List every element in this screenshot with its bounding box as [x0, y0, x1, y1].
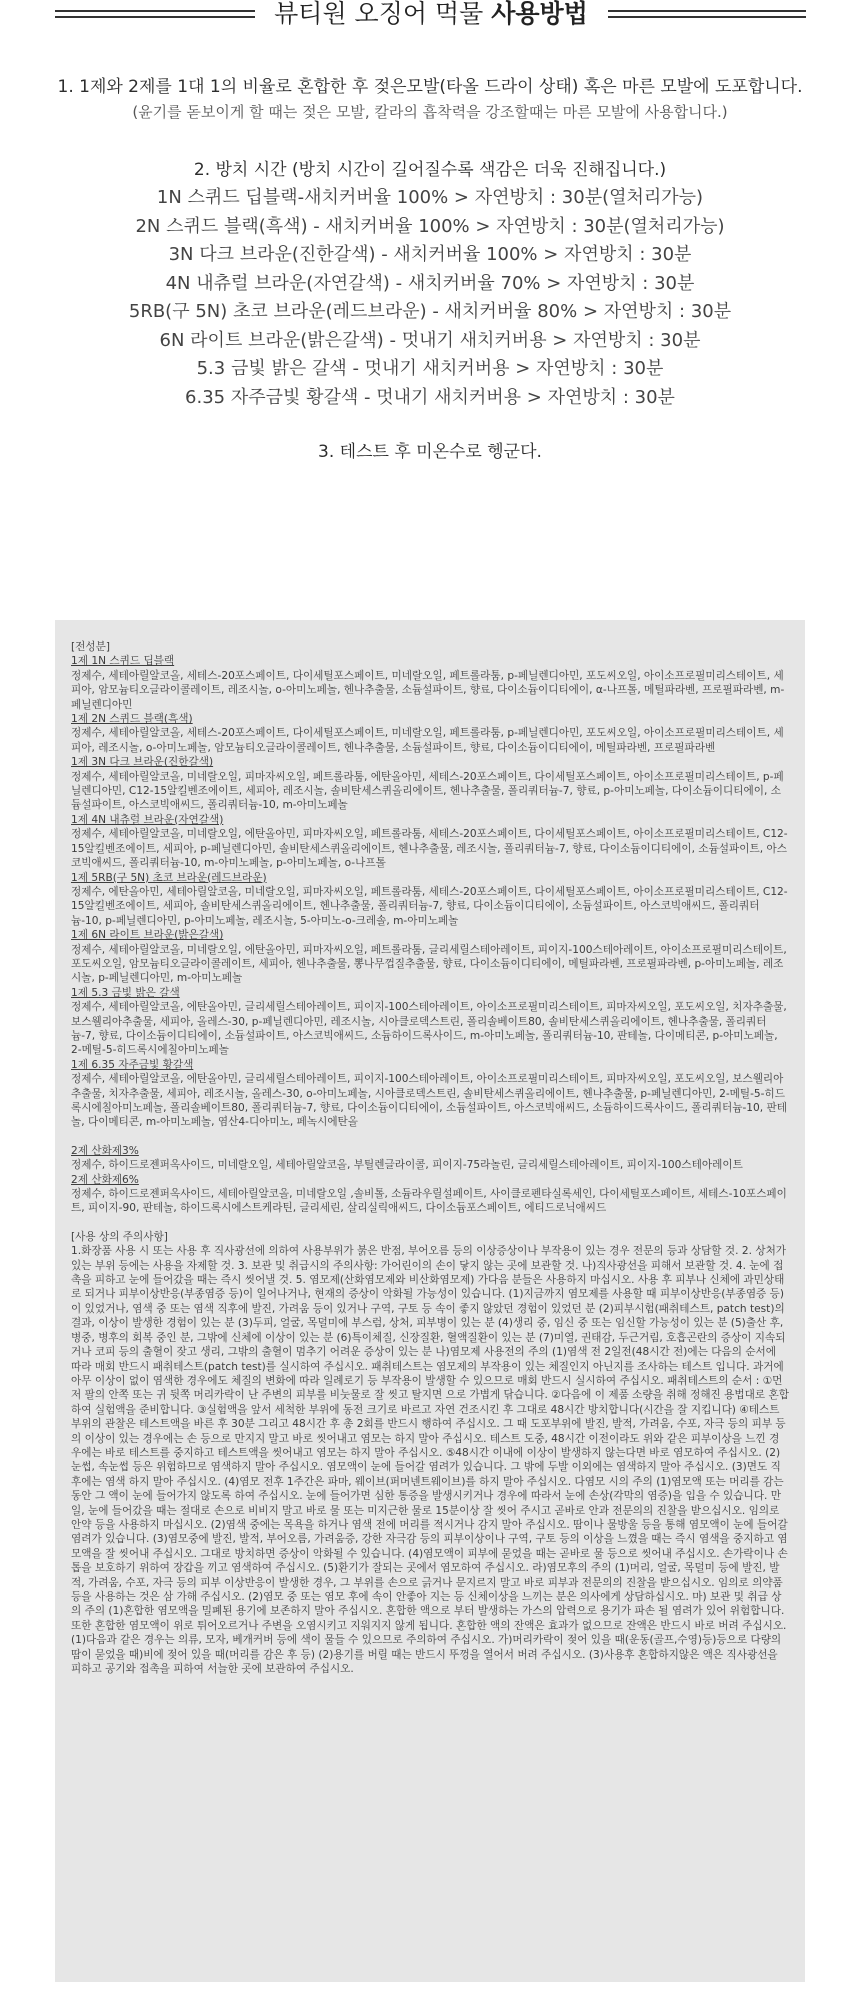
title-divider-right	[608, 10, 806, 18]
page-title	[265, 0, 597, 30]
title-row	[0, 0, 860, 34]
step1-section	[0, 74, 860, 124]
ingredient-list: 정제수, 세테아릴알코올, 미네랄오일, 피마자씨오일, 페트롤라툼, 에탄올아민, 세테스-20포스페이트, 다이세틸포스페이트, 아이소프로필미리스테이트, p-페닐렌디아민, C12-15알킬벤조에이트, 세피아, 레조시놀, 솔비탄세스퀴올리에이트, 헨나추출물, 폴리쿼터늄-7, 향료, p-아미노페놀, 다이소듐이디티에이, 소듐설파이트, 아스코빅애씨드, 폴리쿼터늄-10, m-아미노페놀	[71, 770, 784, 812]
processing-time-item: 2N 스퀴드 블랙(흑색) - 새치커버율 100% > 자연방치 : 30분(열처리가능)	[135, 215, 725, 237]
section-gap	[71, 1130, 789, 1144]
ingredient-list: 정제수, 세테아릴알코올, 에탄올아민, 글리세릴스테아레이트, 피이지-100스테아레이트, 아이소프로필미리스테이트, 피마자씨오일, 포도씨오일, 보스웰리아추출물, 치자추출물, 세피아, 레조시놀, 올레스-30, o-아미노페놀, 시아클로덱스트린, 솔비탄세스퀴올리에이트, 헨나추출물, p-페닐렌디아민, 2-메틸-5-히드록시에칠아미노페놀, 폴리솔베이트80, 폴리쿼터늄-7, 향료, 다이소듐이디티에이, 소듐설파이트, 아스코빅애씨드, 소듐하이드록사이드, 폴리쿼터늄-10, 판테놀, 다이메티콘, m-아미노페놀, 염산4-디아미노, 페녹시에탄올	[71, 1073, 787, 1129]
cautions-label: [사용 상의 주의사항]	[71, 1230, 168, 1243]
step1-main: 1. 1제와 2제를 1대 1의 비율로 혼합한 후 젖은모발(타올 드라이 상태) 혹은 마른 모발에 도포합니다.	[57, 77, 803, 97]
page-title-strong: 사용방법	[491, 0, 588, 28]
ingredient-list: 정제수, 세테아릴알코올, 미네랄오일, 에탄올아민, 피마자씨오일, 페트롤라툼, 세테스-20포스페이트, 다이세틸포스페이트, 아이소프로필미리스테이트, C12-15알킬벤조에이트, 세피아, p-페닐렌디아민, 솔비탄세스퀴올리에이트, 헨나추출물, 레조시놀, 폴리쿼터늄-7, 향료, 다이소듐이디티에이, 소듐설파이트, 아스코빅애씨드, 폴리쿼터늄-10, m-아미노페놀, p-아미노페놀, o-나프톨	[71, 828, 788, 870]
ingredient-product-name: 1제 6.35 자주금빛 황갈색	[71, 1058, 194, 1071]
developer-product-name: 2제 산화제3%	[71, 1144, 139, 1157]
ingredient-product-name: 1제 6N 라이트 브라운(밝은갈색)	[71, 929, 224, 942]
processing-time-item: 1N 스퀴드 딥블랙-새치커버율 100% > 자연방치 : 30분(열처리가능)	[156, 187, 704, 208]
ingredient-product-name: 1제 5RB(구 5N) 초코 브라운(레드브라운)	[71, 871, 267, 884]
title-divider-left	[55, 10, 255, 18]
ingredient-list: 정제수, 세테아릴알코올, 세테스-20포스페이트, 다이세틸포스페이트, 미네랄오일, 페트롤라툼, p-페닐렌디아민, 포도씨오일, 아이소프로필미리스테이트, 세피아, 레조시놀, o-아미노페놀, 암모늄티오글라이콜레이트, 헨나추출물, 소듐설파이트, 향료, 다이소듐이디티에이, 메틸파라벤, 프로필파라벤	[71, 727, 784, 754]
ingredient-list: 정제수, 세테아릴알코올, 세테스-20포스페이트, 다이세틸포스페이트, 미네랄오일, 페트롤라툼, p-페닐렌디아민, 포도씨오일, 아이소프로필미리스테이트, 세피아, 암모늄티오글라이콜레이트, 레조시놀, o-아미노페놀, 헨나추출물, 소듐설파이트, 향료, 다이소듐이디티에이, α-나프톨, 메틸파라벤, 프로필파라벤, m-페닐렌디아민	[71, 669, 785, 711]
ingredient-product-name: 1제 2N 스퀴드 블랙(흑색)	[71, 713, 193, 726]
processing-time-list	[0, 184, 860, 412]
ingredients-label: [전성분]	[71, 641, 110, 653]
ingredient-product-name: 1제 5.3 금빛 밝은 갈색	[71, 986, 180, 999]
ingredient-list: 정제수, 에탄올아민, 세테아릴알코올, 미네랄오일, 피마자씨오일, 페트롤라툼, 세테스-20포스페이트, 다이세틸포스페이트, 아이소프로필미리스테이트, C12-15알킬벤조에이트, 세피아, 솔비탄세스퀴올리에이트, 헨나추출물, 폴리쿼터늄-7, 향료, 다이소듐이디티에이, 소듐설파이트, 아스코빅애씨드, 폴리쿼터늄-10, p-페닐렌디아민, p-아미노페놀, 레조시놀, 5-아미노-o-크레솔, m-아미노페놀	[71, 885, 788, 927]
section-gap	[71, 1216, 789, 1230]
ingredient-product-name: 1제 4N 내츄럴 브라운(자연갈색)	[71, 813, 224, 826]
ingredient-list: 정제수, 세테아릴알코올, 미네랄오일, 에탄올아민, 피마자씨오일, 페트롤라툼, 글리세릴스테아레이트, 피이지-100스테아레이트, 아이소프로필미리스테이트, 포도씨오일, 암모늄티오글라이콜레이트, 세피아, 헨나추출물, 뽕나무껍질추출물, 향료, 다이소듐이디티에이, 메틸파라벤, 프로필파라벤, p-아미노페놀, 레조시놀, p-페닐렌디아민, m-아미노페놀	[71, 943, 787, 985]
step3-heading: 3. 테스트 후 미온수로 헹군다.	[318, 442, 542, 462]
ingredient-list: 정제수, 세테아릴알코올, 에탄올아민, 글리세릴스테아레이트, 피이지-100스테아레이트, 아이소프로필미리스테이트, 피마자씨오일, 포도씨오일, 치자추출물, 보스웰리아추출물, 세피아, 올레스-30, p-페닐렌디아민, 레조시놀, 시아클로덱스트린, 폴리솔베이트80, 솔비탄세스퀴올리에이트, 헨나추출물, 폴리쿼터늄-7, 향료, 다이소듐이디티에이, 소듐설파이트, 아스코빅애씨드, 소듐하이드록사이드, m-아미노페놀, 폴리쿼터늄-10, 판테놀, 다이메티콘, p-아미노페놀, 2-메틸-5-히드록시에칠아미노페놀	[71, 1001, 787, 1057]
step3-section	[0, 438, 860, 466]
processing-time-item: 6.35 자주금빛 황갈색 - 멋내기 새치커버용 > 자연방치 : 30분	[185, 386, 675, 408]
developer-ingredient-list: 정제수, 하이드로젠퍼옥사이드, 세테아릴알코올, 미네랄오일 ,솔비톨, 소듐라우릴설페이트, 사이클로펜타실록세인, 다이세틸포스페이트, 세테스-10포스페이트, 피이지-90, 판테놀, 하이드록시에스트케라틴, 글리세린, 살리실릭애씨드, 다이소듐포스페이트, 에티드로닉애씨드	[71, 1188, 787, 1215]
ingredient-product-name: 1제 3N 다크 브라운(진한갈색)	[71, 756, 214, 769]
developer-product-name: 2제 산화제6%	[71, 1173, 139, 1186]
processing-time-item: 5.3 금빛 밝은 갈색 - 멋내기 새치커버용 > 자연방치 : 30분	[196, 358, 664, 379]
page-title-prefix: 뷰티원 오징어 먹물	[274, 0, 484, 28]
processing-time-item: 6N 라이트 브라운(밝은갈색) - 멋내기 새치커버용 > 자연방치 : 30분	[159, 329, 701, 351]
processing-time-item: 5RB(구 5N) 초코 브라운(레드브라운) - 새치커버율 80% > 자연방치 : 30분	[128, 301, 732, 322]
ingredient-product-name: 1제 1N 스퀴드 딥블랙	[71, 655, 175, 668]
ingredients-panel	[55, 620, 805, 1982]
developer-ingredient-list: 정제수, 하이드로젠퍼옥사이드, 미네랄오일, 세테아릴알코올, 부틸렌글라이콜, 피이지-75라놀린, 글리세릴스테아레이트, 피이지-100스테아레이트	[71, 1159, 743, 1172]
step2-section	[0, 156, 860, 412]
step1-sub: (윤기를 돋보이게 할 때는 젖은 모발, 칼라의 흡착력을 강조할때는 마른 모발에 사용합니다.)	[132, 103, 728, 121]
step2-heading: 2. 방치 시간 (방치 시간이 길어질수록 색감은 더욱 진해집니다.)	[193, 160, 667, 180]
processing-time-item: 4N 내츄럴 브라운(자연갈색) - 새치커버율 70% > 자연방치 : 30분	[165, 272, 695, 294]
processing-time-item: 3N 다크 브라운(진한갈색) - 새치커버율 100% > 자연방치 : 30분	[168, 244, 692, 265]
cautions-text: 1.화장품 사용 시 또는 사용 후 직사광선에 의하여 사용부위가 붉은 반점, 부어오름 등의 이상증상이나 부작용이 있는 경우 전문의 등과 상담할 것. 2. 상처가 있는 부위 등에는 사용을 자제할 것. 3. 보관 및 취급시의 주의사항: 가어린이의 손이 닿지 않는 곳에 보관할 것. 나)직사광선을 피해서 보관할 것. 4. 눈에 접촉을 피하고 눈에 들어갔을 때는 즉시 씻어낼 것. 5. 염모제(산화염모제와 비산화염모제) 가다음 분들은 사용하지 마십시오. 사용 후 피부나 신체에 과민상태로 되거나 피부이상반응(부종염증 등)이 일어나거나, 현재의 증상이 악화될 가능성이 있습니다. (1)지금까지 염모제를 사용할 때 피부이상반응(부종염증 등)이 있었거나, 염색 중 또는 염색 직후에 발진, 가려움 등이 있거나 구역, 구토 등 속이 좋지 않았던 경험이 있었던 분 (2)피부시험(패취테스트, patch test)의 결과, 이상이 발생한 경험이 있는 분 (3)두피, 얼굴, 목덜미에 부스럼, 상처, 피부병이 있는 분 (4)생리 중, 임신 중 또는 임신할 가능성이 있는 분 (5)출산 후, 병중, 병후의 회복 중인 분, 그밖에 신체에 이상이 있는 분 (6)특이체질, 신장질환, 혈액질환이 있는 분 (7)미열, 권태감, 두근거림, 호흡곤란의 증상이 지속되거나 코피 등의 출혈이 잦고 생리, 그밖의 출혈이 멈추기 어려운 증상이 있는 분 나)염모제 사용전의 주의 (1)염색 전 2일전(48시간 전)에는 다음의 순서에 따라 매회 반드시 패취테스트(patch test)를 실시하여 주십시오. 패취테스트는 염모제의 부작용이 있는 체질인지 아닌지를 조사하는 테스트 입니다. 과거에 아무 이상이 없이 염색한 경우에도 체질의 변화에 따라 일례로기 등 부작용이 발생할 수 있으므로 매회 반드시 실시하여 주십시오. 패취테스트의 순서 : ①먼저 팔의 안쪽 또는 귀 뒷쪽 머리카락이 난 주변의 피부를 비눗물로 잘 씻고 탈지면 으로 가볍게 닦습니다. ②다음에 이 제품 소량을 취해 정해진 용법대로 혼합하여 실험액을 준비합니다. ③실험액을 앞서 세척한 부위에 동전 크기로 바르고 자연 건조시킨 후 그대로 48시간 방치합니다(시간을 잘 지킵니다) ④테스트 부위의 관찰은 테스트액을 바른 후 30분 그리고 48시간 후 총 2회를 반드시 행하여 주십시오. 그 때 도포부위에 발진, 발적, 가려움, 수포, 자극 등의 피부 등의 이상이 있는 경우에는 손 등으로 만지지 말고 바로 씻어내고 염모는 하지 말아 주십시오. 테스트 도중, 48시간 이전이라도 위와 같은 피부이상을 느낀 경우에는 바로 테스트를 중지하고 테스트액을 씻어내고 염모는 하지 말아 주십시오. ⑤48시간 이내에 이상이 발생하지 않는다면 바로 염모하여 주십시오. (2)눈썹, 속눈썹 등은 위험하므로 염색하지 말아 주십시오. 염모액이 눈에 들어갈 염려가 있습니다. 그 밖에 두발 이외에는 염색하지 말아 주십시오. (3)면도 직후에는 염색 하지 말아 주십시오. (4)염모 전후 1주간은 파마, 웨이브(퍼머넨트웨이브)를 하지 말아 주십시오. 다염모 시의 주의 (1)염모액 또는 머리를 감는 동안 그 액이 눈에 들어가지 않도록 하여 주십시오. 눈에 들어가면 심한 통증을 발생시키거나 경우에 따라서 눈에 손상(각막의 염증)을 입을 수 있습니다. 만일, 눈에 들어갔을 때는 절대로 손으로 비비지 말고 바로 물 또는 미지근한 물로 15분이상 잘 씻어 주시고 곧바로 안과 전문의의 진찰을 받으십시오. 임의로 안약 등을 사용하지 마십시오. (2)염색 중에는 목욕을 하거나 염색 전에 머리를 적시거나 감지 말아 주십시오. 땀이나 물방울 등을 통해 염모액이 눈에 들어갈 염려가 있습니다. (3)염모중에 발진, 발적, 부어오름, 가려움증, 강한 자극감 등의 피부이상이나 구역, 구토 등의 이상을 느꼈을 때는 즉시 염색을 중지하고 염 모액을 잘 씻어내 주십시오. 그대로 방치하면 증상이 악화될 수 있습니다. (4)염모액이 피부에 묻었을 때는 곧바로 물 등으로 씻어내 주십시오. 손가락이나 손톱을 보호하기 위하여 장갑을 끼고 염색하여 주십시오. (5)환기가 잘되는 곳에서 염모하여 주십시오. 라)염모후의 주의 (1)머리, 얼굴, 목덜미 등에 발진, 발적, 가려움, 수포, 자극 등의 피부 이상반응이 발생한 경우, 그 부위를 손으로 긁거나 문지르지 말고 바로 피부과 전문의의 진찰을 받으십시오. 임의로 의약품 등을 사용하는 것은 삼 가해 주십시오. (2)염모 중 또는 염모 후에 속이 안좋아 지는 등 신체이상을 느끼는 분은 의사에게 상담하십시오. 마) 보관 및 취급 상의 주의 (1)혼합한 염모액을 밀폐된 용기에 보존하지 말아 주십시오. 혼합한 액으로 부터 발생하는 가스의 압력으로 용기가 파손 될 염려가 있어 위험합니다. 또한 혼합한 염모액이 위로 튀어오르거나 주변을 오염시키고 지워지지 않게 됩니다. 혼합한 액의 잔액은 효과가 없으므로 잔액은 반드시 바로 버려 주십시오. (1)다음과 같은 경우는 의류, 모자, 베개커버 등에 색이 물들 수 있으므로 주의하여 주십시오. 가)머리카락이 젖어 있을 때(운동(골프,수영)등)등으로 다량의 땀이 묻었을 때)비에 젖어 있을 때(머리를 감은 후 등) (2)용기를 버릴 때는 반드시 뚜껑을 열어서 버려 주십시오. (3)사용후 혼합하지않은 액은 직사광선을 피하고 공기와 접촉을 피하여 서늘한 곳에 보관하여 주십시오.	[71, 1245, 789, 1676]
